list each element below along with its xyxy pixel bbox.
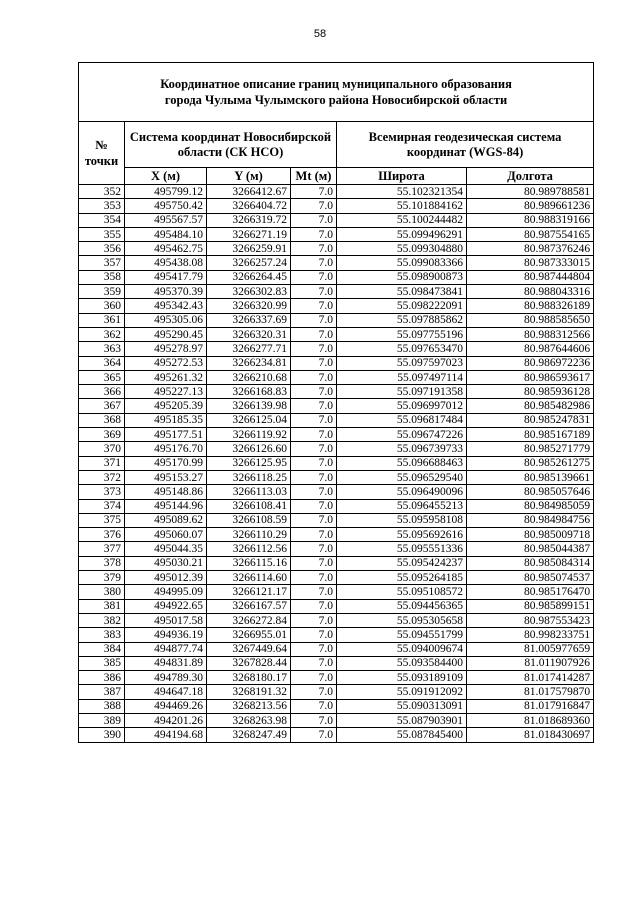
latitude-cell: 55.095108572 — [337, 585, 467, 599]
x-cell: 495370.39 — [125, 285, 207, 299]
table-row — [79, 299, 594, 313]
latitude-cell: 55.087903901 — [337, 713, 467, 727]
x-cell: 494936.19 — [125, 628, 207, 642]
y-cell: 3266320.31 — [207, 327, 291, 341]
y-cell: 3266167.57 — [207, 599, 291, 613]
y-cell: 3266337.69 — [207, 313, 291, 327]
title-line-1: Координатное описание границ муниципального образования — [160, 77, 512, 91]
longitude-cell: 80.987553423 — [467, 613, 594, 627]
latitude-cell: 55.096490096 — [337, 485, 467, 499]
latitude-cell: 55.098222091 — [337, 299, 467, 313]
table-row — [79, 227, 594, 241]
latitude-cell: 55.096739733 — [337, 442, 467, 456]
x-cell: 494995.09 — [125, 585, 207, 599]
y-header: Y (м) — [207, 168, 291, 185]
latitude-cell: 55.090313091 — [337, 699, 467, 713]
latitude-cell: 55.095551336 — [337, 542, 467, 556]
longitude-cell: 80.985936128 — [467, 385, 594, 399]
y-cell: 3266404.72 — [207, 199, 291, 213]
latitude-cell: 55.091912092 — [337, 685, 467, 699]
latitude-cell: 55.098900873 — [337, 270, 467, 284]
longitude-cell: 80.985271779 — [467, 442, 594, 456]
mt-cell: 7.0 — [291, 599, 337, 613]
longitude-cell: 80.988043316 — [467, 285, 594, 299]
table-body — [79, 185, 594, 743]
x-cell: 495012.39 — [125, 571, 207, 585]
table-row — [79, 613, 594, 627]
point-number-cell: 363 — [79, 342, 125, 356]
x-cell: 495148.86 — [125, 485, 207, 499]
table-row — [79, 313, 594, 327]
longitude-cell: 80.986593617 — [467, 370, 594, 384]
x-cell: 495185.35 — [125, 413, 207, 427]
y-cell: 3266114.60 — [207, 571, 291, 585]
mt-cell: 7.0 — [291, 671, 337, 685]
table-row — [79, 213, 594, 227]
longitude-cell: 80.985176470 — [467, 585, 594, 599]
table-row — [79, 599, 594, 613]
longitude-cell: 80.988312566 — [467, 327, 594, 341]
y-cell: 3266955.01 — [207, 628, 291, 642]
point-number-cell: 366 — [79, 385, 125, 399]
point-number-cell: 380 — [79, 585, 125, 599]
table-row — [79, 542, 594, 556]
y-cell: 3266119.92 — [207, 428, 291, 442]
longitude-cell: 80.985057646 — [467, 485, 594, 499]
table-row — [79, 499, 594, 513]
coordinates-table — [78, 62, 594, 743]
mt-cell: 7.0 — [291, 299, 337, 313]
point-number-cell: 362 — [79, 327, 125, 341]
point-number-cell: 364 — [79, 356, 125, 370]
table-row — [79, 685, 594, 699]
point-number-cell: 365 — [79, 370, 125, 384]
x-cell: 494469.26 — [125, 699, 207, 713]
x-cell: 495205.39 — [125, 399, 207, 413]
latitude-cell: 55.097497114 — [337, 370, 467, 384]
x-cell: 495017.58 — [125, 613, 207, 627]
latitude-cell: 55.094009674 — [337, 642, 467, 656]
x-cell: 494789.30 — [125, 671, 207, 685]
x-cell: 495144.96 — [125, 499, 207, 513]
longitude-cell: 80.984985059 — [467, 499, 594, 513]
longitude-cell: 81.011907926 — [467, 656, 594, 670]
table-row — [79, 428, 594, 442]
table-row — [79, 713, 594, 727]
x-cell: 494201.26 — [125, 713, 207, 727]
point-number-cell: 360 — [79, 299, 125, 313]
x-cell: 494831.89 — [125, 656, 207, 670]
point-number-cell: 375 — [79, 513, 125, 527]
longitude-cell: 80.988319166 — [467, 213, 594, 227]
y-cell: 3266108.59 — [207, 513, 291, 527]
longitude-cell: 80.989788581 — [467, 185, 594, 199]
latitude-cell: 55.095264185 — [337, 571, 467, 585]
point-number-cell: 352 — [79, 185, 125, 199]
mt-cell: 7.0 — [291, 356, 337, 370]
y-cell: 3266412.67 — [207, 185, 291, 199]
point-number-cell: 367 — [79, 399, 125, 413]
mt-cell: 7.0 — [291, 699, 337, 713]
table-row — [79, 671, 594, 685]
point-number-cell: 376 — [79, 528, 125, 542]
point-number-cell: 377 — [79, 542, 125, 556]
y-cell: 3266115.16 — [207, 556, 291, 570]
latitude-cell: 55.097597023 — [337, 356, 467, 370]
x-cell: 495799.12 — [125, 185, 207, 199]
y-cell: 3268180.17 — [207, 671, 291, 685]
x-cell: 495305.06 — [125, 313, 207, 327]
longitude-cell: 80.987644606 — [467, 342, 594, 356]
y-cell: 3266112.56 — [207, 542, 291, 556]
point-number-cell: 353 — [79, 199, 125, 213]
point-number-cell: 384 — [79, 642, 125, 656]
x-cell: 495342.43 — [125, 299, 207, 313]
longitude-cell: 80.985247831 — [467, 413, 594, 427]
longitude-cell: 81.018689360 — [467, 713, 594, 727]
latitude-cell: 55.096817484 — [337, 413, 467, 427]
longitude-cell: 81.017414287 — [467, 671, 594, 685]
point-number-cell: 374 — [79, 499, 125, 513]
x-cell: 495177.51 — [125, 428, 207, 442]
y-cell: 3266271.19 — [207, 227, 291, 241]
mt-cell: 7.0 — [291, 385, 337, 399]
latitude-cell: 55.097653470 — [337, 342, 467, 356]
longitude-cell: 80.987376246 — [467, 242, 594, 256]
longitude-cell: 80.985899151 — [467, 599, 594, 613]
point-number-cell: 357 — [79, 256, 125, 270]
latitude-cell: 55.099496291 — [337, 227, 467, 241]
y-cell: 3266257.24 — [207, 256, 291, 270]
point-number-cell: 368 — [79, 413, 125, 427]
page-number: 58 — [313, 28, 327, 40]
x-cell: 494922.65 — [125, 599, 207, 613]
point-number-cell: 373 — [79, 485, 125, 499]
longitude-cell: 81.017579870 — [467, 685, 594, 699]
x-cell: 494194.68 — [125, 728, 207, 742]
point-number-cell: 355 — [79, 227, 125, 241]
table-row — [79, 242, 594, 256]
mt-cell: 7.0 — [291, 485, 337, 499]
point-number-cell: 361 — [79, 313, 125, 327]
mt-cell: 7.0 — [291, 442, 337, 456]
latitude-cell: 55.099304880 — [337, 242, 467, 256]
mt-cell: 7.0 — [291, 613, 337, 627]
x-cell: 495438.08 — [125, 256, 207, 270]
longitude-cell: 80.985167189 — [467, 428, 594, 442]
table-row — [79, 628, 594, 642]
latitude-header: Широта — [337, 168, 467, 185]
longitude-cell: 80.985482986 — [467, 399, 594, 413]
mt-cell: 7.0 — [291, 728, 337, 742]
point-number-cell: 358 — [79, 270, 125, 284]
local-system-header: Система координат Новосибирской области (СК НСО) — [125, 122, 337, 168]
table-row — [79, 642, 594, 656]
x-cell: 495176.70 — [125, 442, 207, 456]
table-row — [79, 528, 594, 542]
y-cell: 3266319.72 — [207, 213, 291, 227]
point-number-cell: 386 — [79, 671, 125, 685]
y-cell: 3266320.99 — [207, 299, 291, 313]
latitude-cell: 55.094551799 — [337, 628, 467, 642]
y-cell: 3266277.71 — [207, 342, 291, 356]
y-cell: 3266108.41 — [207, 499, 291, 513]
mt-cell: 7.0 — [291, 513, 337, 527]
latitude-cell: 55.101884162 — [337, 199, 467, 213]
x-cell: 495044.35 — [125, 542, 207, 556]
mt-header: Mt (м) — [291, 168, 337, 185]
longitude-cell: 80.985009718 — [467, 528, 594, 542]
table-row — [79, 485, 594, 499]
point-number-cell: 356 — [79, 242, 125, 256]
latitude-cell: 55.099083366 — [337, 256, 467, 270]
x-cell: 495153.27 — [125, 470, 207, 484]
latitude-cell: 55.087845400 — [337, 728, 467, 742]
longitude-cell: 80.988326189 — [467, 299, 594, 313]
point-number-cell: 383 — [79, 628, 125, 642]
latitude-cell: 55.095305658 — [337, 613, 467, 627]
mt-cell: 7.0 — [291, 556, 337, 570]
point-number-cell: 387 — [79, 685, 125, 699]
table-row — [79, 728, 594, 742]
mt-cell: 7.0 — [291, 213, 337, 227]
mt-cell: 7.0 — [291, 399, 337, 413]
y-cell: 3266234.81 — [207, 356, 291, 370]
x-cell: 494647.18 — [125, 685, 207, 699]
point-number-cell: 379 — [79, 571, 125, 585]
number-sign: № — [95, 138, 108, 152]
mt-cell: 7.0 — [291, 242, 337, 256]
table-row — [79, 285, 594, 299]
y-cell: 3267828.44 — [207, 656, 291, 670]
point-number-cell: 385 — [79, 656, 125, 670]
x-cell: 494877.74 — [125, 642, 207, 656]
y-cell: 3266113.03 — [207, 485, 291, 499]
mt-cell: 7.0 — [291, 528, 337, 542]
longitude-cell: 80.985074537 — [467, 571, 594, 585]
point-word: точки — [84, 154, 119, 168]
latitude-cell: 55.095958108 — [337, 513, 467, 527]
mt-cell: 7.0 — [291, 456, 337, 470]
y-cell: 3266302.83 — [207, 285, 291, 299]
table-row — [79, 270, 594, 284]
table-row — [79, 585, 594, 599]
table-row — [79, 399, 594, 413]
mt-cell: 7.0 — [291, 185, 337, 199]
y-cell: 3266272.84 — [207, 613, 291, 627]
mt-cell: 7.0 — [291, 571, 337, 585]
latitude-cell: 55.098473841 — [337, 285, 467, 299]
mt-cell: 7.0 — [291, 285, 337, 299]
mt-cell: 7.0 — [291, 499, 337, 513]
x-cell: 495417.79 — [125, 270, 207, 284]
latitude-cell: 55.102321354 — [337, 185, 467, 199]
table-row — [79, 185, 594, 199]
x-cell: 495030.21 — [125, 556, 207, 570]
point-number-cell: 354 — [79, 213, 125, 227]
longitude-cell: 81.017916847 — [467, 699, 594, 713]
table-row — [79, 442, 594, 456]
mt-cell: 7.0 — [291, 542, 337, 556]
table-row — [79, 656, 594, 670]
mt-cell: 7.0 — [291, 256, 337, 270]
point-number-cell: 378 — [79, 556, 125, 570]
x-cell: 495567.57 — [125, 213, 207, 227]
longitude-cell: 80.989661236 — [467, 199, 594, 213]
longitude-cell: 80.987333015 — [467, 256, 594, 270]
table-row — [79, 385, 594, 399]
longitude-cell: 80.998233751 — [467, 628, 594, 642]
x-cell: 495272.53 — [125, 356, 207, 370]
latitude-cell: 55.096529540 — [337, 470, 467, 484]
mt-cell: 7.0 — [291, 713, 337, 727]
mt-cell: 7.0 — [291, 685, 337, 699]
longitude-cell: 80.985139661 — [467, 470, 594, 484]
table-row — [79, 513, 594, 527]
table-row — [79, 327, 594, 341]
table-row — [79, 571, 594, 585]
table-row — [79, 556, 594, 570]
latitude-cell: 55.093584400 — [337, 656, 467, 670]
point-number-header — [79, 122, 125, 185]
mt-cell: 7.0 — [291, 470, 337, 484]
title-line-2: города Чулыма Чулымского района Новосибирской области — [164, 93, 508, 107]
mt-cell: 7.0 — [291, 585, 337, 599]
latitude-cell: 55.096455213 — [337, 499, 467, 513]
x-cell: 495261.32 — [125, 370, 207, 384]
latitude-cell: 55.095424237 — [337, 556, 467, 570]
longitude-cell: 80.985261275 — [467, 456, 594, 470]
y-cell: 3266264.45 — [207, 270, 291, 284]
mt-cell: 7.0 — [291, 642, 337, 656]
longitude-cell: 80.985084314 — [467, 556, 594, 570]
x-cell: 495484.10 — [125, 227, 207, 241]
table-row — [79, 370, 594, 384]
y-cell: 3266118.25 — [207, 470, 291, 484]
latitude-cell: 55.097755196 — [337, 327, 467, 341]
y-cell: 3266210.68 — [207, 370, 291, 384]
x-cell: 495278.97 — [125, 342, 207, 356]
latitude-cell: 55.094456365 — [337, 599, 467, 613]
point-number-cell: 388 — [79, 699, 125, 713]
mt-cell: 7.0 — [291, 628, 337, 642]
mt-cell: 7.0 — [291, 428, 337, 442]
y-cell: 3266125.04 — [207, 413, 291, 427]
latitude-cell: 55.095692616 — [337, 528, 467, 542]
y-cell: 3267449.64 — [207, 642, 291, 656]
x-cell: 495089.62 — [125, 513, 207, 527]
table-row — [79, 699, 594, 713]
longitude-cell: 80.986972236 — [467, 356, 594, 370]
y-cell: 3266121.17 — [207, 585, 291, 599]
mt-cell: 7.0 — [291, 370, 337, 384]
y-cell: 3266139.98 — [207, 399, 291, 413]
mt-cell: 7.0 — [291, 327, 337, 341]
point-number-cell: 369 — [79, 428, 125, 442]
x-cell: 495060.07 — [125, 528, 207, 542]
table-title — [79, 63, 594, 122]
point-number-cell: 371 — [79, 456, 125, 470]
latitude-cell: 55.093189109 — [337, 671, 467, 685]
longitude-cell: 81.005977659 — [467, 642, 594, 656]
mt-cell: 7.0 — [291, 342, 337, 356]
y-cell: 3268191.32 — [207, 685, 291, 699]
point-number-cell: 381 — [79, 599, 125, 613]
y-cell: 3266126.60 — [207, 442, 291, 456]
latitude-cell: 55.097885862 — [337, 313, 467, 327]
longitude-cell: 80.988585650 — [467, 313, 594, 327]
mt-cell: 7.0 — [291, 270, 337, 284]
longitude-cell: 80.985044387 — [467, 542, 594, 556]
longitude-cell: 80.987554165 — [467, 227, 594, 241]
latitude-cell: 55.096747226 — [337, 428, 467, 442]
longitude-header: Долгота — [467, 168, 594, 185]
y-cell: 3266259.91 — [207, 242, 291, 256]
point-number-cell: 389 — [79, 713, 125, 727]
longitude-cell: 80.984984756 — [467, 513, 594, 527]
x-cell: 495462.75 — [125, 242, 207, 256]
latitude-cell: 55.100244482 — [337, 213, 467, 227]
y-cell: 3268213.56 — [207, 699, 291, 713]
mt-cell: 7.0 — [291, 227, 337, 241]
point-number-cell: 359 — [79, 285, 125, 299]
x-cell: 495170.99 — [125, 456, 207, 470]
x-cell: 495290.45 — [125, 327, 207, 341]
point-number-cell: 372 — [79, 470, 125, 484]
x-cell: 495227.13 — [125, 385, 207, 399]
point-number-cell: 382 — [79, 613, 125, 627]
mt-cell: 7.0 — [291, 656, 337, 670]
point-number-cell: 390 — [79, 728, 125, 742]
latitude-cell: 55.096997012 — [337, 399, 467, 413]
longitude-cell: 80.987444804 — [467, 270, 594, 284]
table-row — [79, 199, 594, 213]
y-cell: 3266110.29 — [207, 528, 291, 542]
table-row — [79, 256, 594, 270]
point-number-cell: 370 — [79, 442, 125, 456]
x-header: X (м) — [125, 168, 207, 185]
table-row — [79, 342, 594, 356]
y-cell: 3268263.98 — [207, 713, 291, 727]
longitude-cell: 81.018430697 — [467, 728, 594, 742]
table-row — [79, 470, 594, 484]
mt-cell: 7.0 — [291, 199, 337, 213]
y-cell: 3266125.95 — [207, 456, 291, 470]
x-cell: 495750.42 — [125, 199, 207, 213]
mt-cell: 7.0 — [291, 313, 337, 327]
y-cell: 3266168.83 — [207, 385, 291, 399]
table-row — [79, 456, 594, 470]
table-row — [79, 413, 594, 427]
y-cell: 3268247.49 — [207, 728, 291, 742]
world-system-header: Всемирная геодезическая система координат (WGS-84) — [337, 122, 594, 168]
mt-cell: 7.0 — [291, 413, 337, 427]
table-row — [79, 356, 594, 370]
latitude-cell: 55.097191358 — [337, 385, 467, 399]
latitude-cell: 55.096688463 — [337, 456, 467, 470]
